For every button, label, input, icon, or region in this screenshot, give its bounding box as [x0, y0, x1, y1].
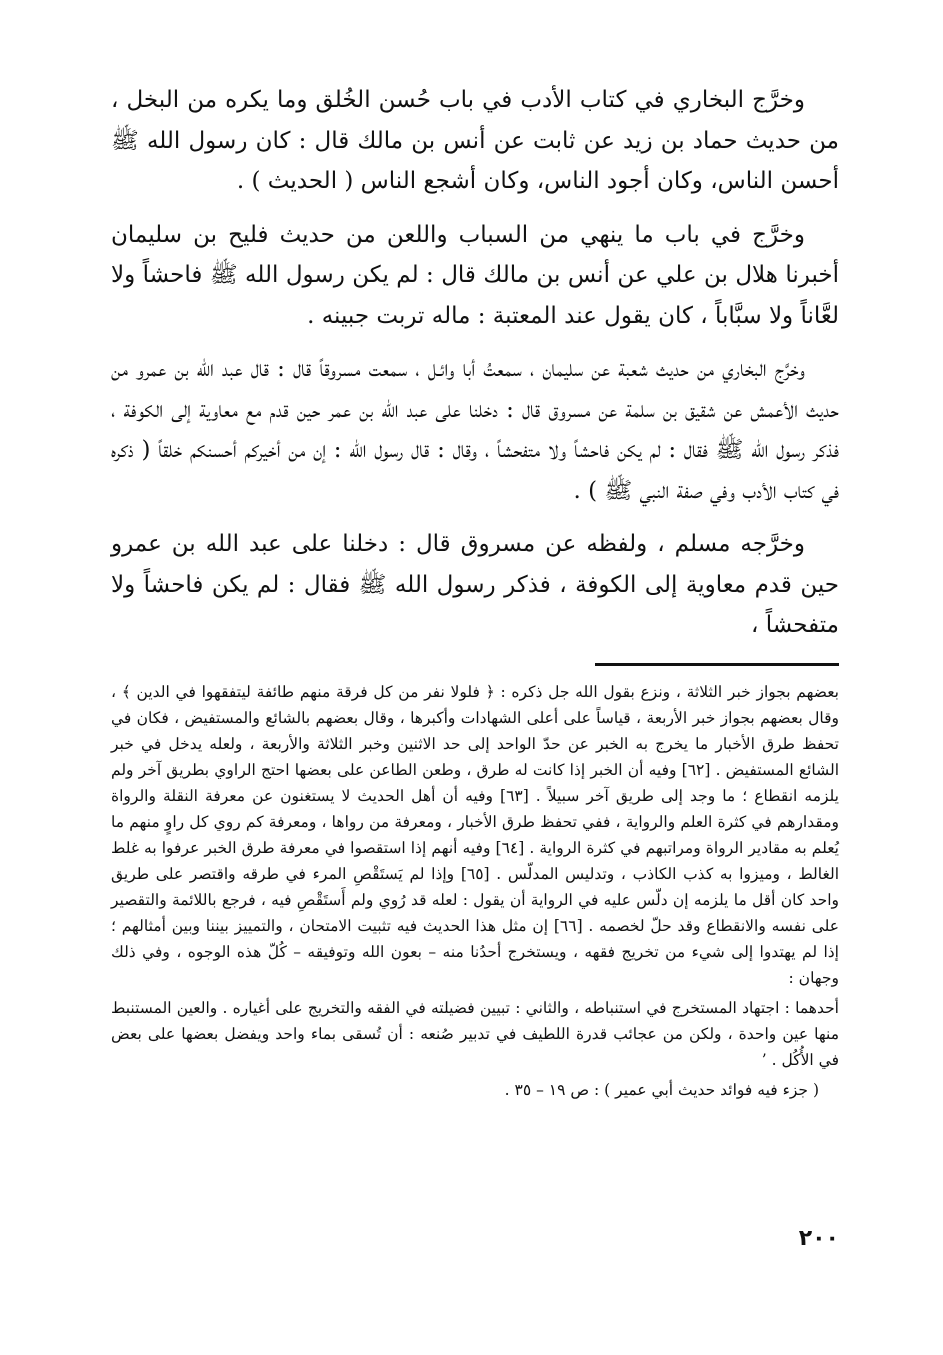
main-paragraph-4: وخرَّجه مسلم ، ولفظه عن مسروق قال : دخلنا على عبد الله بن عمرو حين قدم معاوية إلى الكوفة ، فذكر رسول الله ﷺ فقال : لم يكن فاحشاً ولا متفحشاً ، [111, 531, 839, 638]
footnote-source: ( جزء فيه فوائد حديث أبي عمير ) : ص ١٩ – ٣٥ . [504, 1081, 819, 1099]
main-paragraph-2: وخرَّج في باب ما ينهي من السباب واللعن من حديث فليح بن سليمان أخبرنا هلال بن علي عن أنس بن مالك قال : لم يكن رسول الله ﷺ فاحشاً ولا لعَّاناً ولا سبَّاباً ، كان يقول عند المعتبة : ماله تربت جبينه . [111, 221, 839, 329]
main-paragraph-3: وخرَّج البخاري من حديث شعبة عن سليمان ، سمعتُ أبا وائـل ، سمعت مسروقاً قال : قال عبد الله بن عمرو من حديث الأعمش عن شقيق بن سلمة عن مسروق قال : دخلنا على عبد الله بن عمر حين قدم مع معاوية إلى الكوفة ، فذكر رسول الله ﷺ فقال : لم يكن فاحشاً ولا متفحشاً ، وقال : قال رسول الله : إن من أخيركم أحسنكم خلقاً ( ذكره في كتاب الأدب وفي صفة النبي ﷺ ) . [111, 356, 839, 504]
main-text [111, 80, 839, 659]
main-paragraph-1: وخرَّج البخاري في كتاب الأدب في باب حُسن الخُلق وما يكره من البخل ، من حديث حماد بن زيد عن ثابت عن أنس بن مالك قال : كان رسول الله ﷺ أحسن الناس، وكان أجود الناس، وكان أشجع الناس ( الحديث ) . [111, 87, 839, 194]
footnote-separator [595, 663, 839, 666]
page-number: ٢٠٠ [798, 1226, 839, 1251]
footnote-paragraph-2: أحدهما : اجتهاد المستخرج في استنباطه ، والثاني : تبيين فضيلته في الفقه والتخريج على أغياره . والعين المستنبط منها عين واحدة ، ولكن من عجائب قدرة اللطيف في تدبير صُنعه : أن تُسقى بماء واحد ويفضل بعضها على بعض في الأُكُل . ’ [111, 999, 839, 1069]
footnote-paragraph-1: بعضهم بجواز خبر الثلاثة ، ونزع بقول الله جل ذكره : ﴿ فلولا نفر من كل فرقة منهم طائفة ليتفقهوا في الدين ﴾ ، وقال بعضهم بجواز خبر الأربعة ، قياساً على أعلى الشهادات وأكبرها ، وقال بعضهم بالشائع والمستفيض ، فكان في تحفظ طرق الأخبار ما يخرج به الخبر عن حدّ الواحد إلى حد الاثنين وخبر الثلاثة والأربعة ، ولعله يدخل في خبر الشائع المستفيض . [٦٢] وفيه أن الخبر إذا كانت له طرق ، وطعن الطاعن على بعضها احتج الراوي بطريق آخر ولم يلزمه انقطاع ؛ ما وجد إلى طريق آخر سبيلاً . [٦٣] وفيه أن أهل الحديث لا يستغنون عن معرفة النقلة والرواة ومقدارهم في كثرة العلم والرواية ، ففي تحفظ طرق الأخبار ، ومعرفة من رواها ، ومعرفة كم روي كل راوٍ منهم ما يُعلم به مقادير الرواة ومراتبهم في كثرة الرواية . [٦٤] وفيه أنهم إذا استقصوا في معرفة طرق الخبر عرفوا به غلط الغالط ، وميزوا به كذب الكاذب ، وتدليس المدلّس . [٦٥] وإذا لم يَستَقْصِ المرء في طرقه واقتصر على طريق واحد كان أقل ما يلزمه إن دلّس عليه في الرواية أن يقول : لعله قد رُوي ولم أَستَقْصِ فيه ، فرجع باللائمة والتقصير على نفسه والانقطاع وقد حلّ لخصمه . [٦٦] إن مثل هذا الحديث فيه تثبيت الامتحان ، والتمييز بيننا وبين أمثالهم ؛ إذا لم يهتدوا إلى شيء من تخريج فقهه ، ويستخرج أحدُنا منه – بعون الله وتوفيقه – كُلّ هذه الوجوه ، وفي ذلك وجهان : [111, 683, 839, 987]
footnotes [111, 679, 839, 1107]
